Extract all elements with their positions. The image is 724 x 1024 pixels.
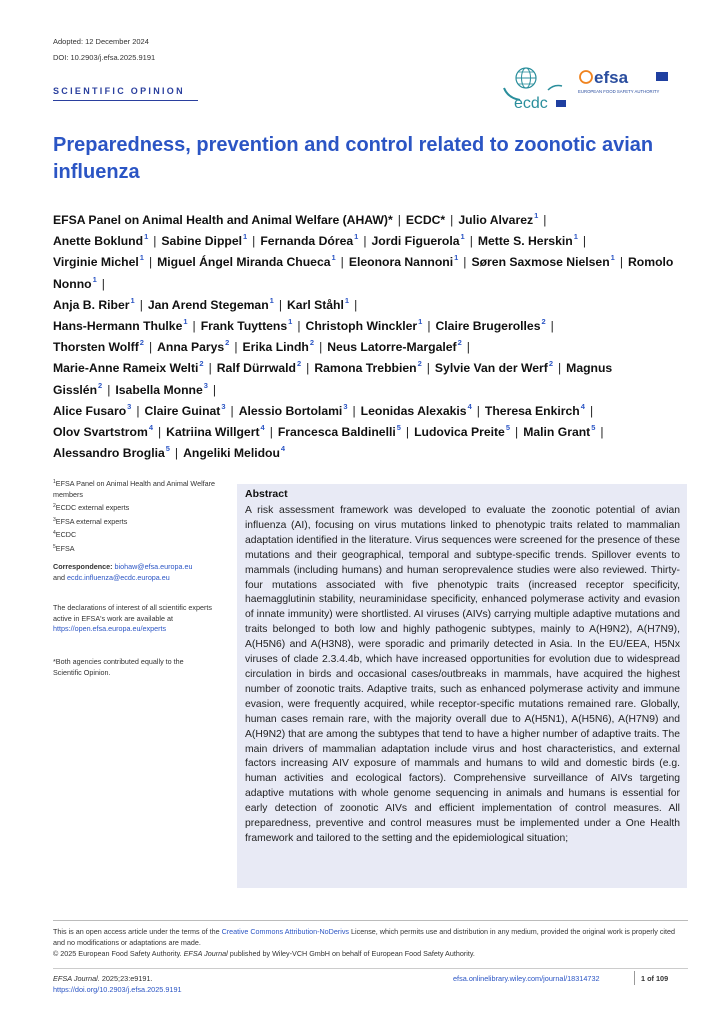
affiliation-text: EFSA Panel on Animal Health and Animal Welfare members xyxy=(53,479,216,499)
eu-flag-icon xyxy=(656,72,668,81)
author-separator: | xyxy=(269,425,273,440)
author-name: Magnus Gisslén xyxy=(53,361,613,397)
license-note xyxy=(53,927,688,959)
author-affiliation-sup: 2 xyxy=(98,380,103,390)
author-line xyxy=(53,443,683,464)
page-separator xyxy=(634,971,635,985)
author-separator: | xyxy=(550,319,554,334)
author-separator: | xyxy=(463,255,467,270)
author-affiliation-sup: 5 xyxy=(165,444,170,454)
author-affiliation-sup: 1 xyxy=(288,317,293,327)
author-name: Mette S. Herskin xyxy=(477,234,573,249)
author-line xyxy=(53,252,683,294)
author-name: Olov Svartstrom xyxy=(53,425,148,440)
author-affiliation-sup: 1 xyxy=(183,317,188,327)
author-name: Claire Guinat xyxy=(144,403,221,418)
author-name: Alessandro Broglia xyxy=(53,446,165,461)
author-name: Eleonora Nannoni xyxy=(348,255,454,270)
author-separator: | xyxy=(397,213,401,227)
author-affiliation-sup: 1 xyxy=(130,295,135,305)
author-separator: | xyxy=(278,297,282,312)
citation xyxy=(53,973,182,995)
author-name: Ludovica Preite xyxy=(414,425,505,440)
doi-link[interactable]: https://doi.org/10.2903/j.efsa.2025.9191 xyxy=(53,985,182,994)
adopted-date: Adopted: 12 December 2024 xyxy=(53,37,149,46)
correspondence-label: Correspondence: xyxy=(53,562,113,571)
author-separator: | xyxy=(101,276,105,291)
author-affiliation-sup: 1 xyxy=(460,232,465,242)
author-separator: | xyxy=(450,213,454,227)
affiliation-sup: 5 xyxy=(53,543,56,550)
doi: DOI: 10.2903/j.efsa.2025.9191 xyxy=(53,53,156,62)
affiliation-item xyxy=(53,503,221,514)
author-affiliation-sup: 2 xyxy=(225,338,230,348)
author-separator: | xyxy=(153,234,157,249)
author-separator: | xyxy=(340,255,344,270)
author-name: Karl Ståhl xyxy=(287,297,344,312)
journal-link[interactable]: efsa.onlinelibrary.wiley.com/journal/18314732 xyxy=(453,974,600,983)
author-affiliation-sup: 5 xyxy=(505,423,511,433)
author-separator: | xyxy=(136,403,140,418)
author-affiliation-sup: 1 xyxy=(610,253,615,263)
author-name: Francesca Baldinelli xyxy=(277,425,396,440)
author-separator: | xyxy=(352,403,356,418)
author-affiliation-sup: 1 xyxy=(344,295,350,305)
author-line xyxy=(53,316,683,337)
affiliation-text: ECDC xyxy=(55,530,77,540)
author-name: Anette Boklund xyxy=(53,234,144,249)
affiliation-item xyxy=(53,479,221,500)
author-name: Ralf Dürrwald xyxy=(216,361,296,376)
author-separator: | xyxy=(212,382,217,397)
author-separator: | xyxy=(427,319,431,334)
author-affiliation-sup: 1 xyxy=(139,253,144,263)
author-affiliation-sup: 1 xyxy=(534,211,539,220)
author-name: Christoph Winckler xyxy=(305,319,418,334)
author-separator: | xyxy=(515,425,519,440)
author-line xyxy=(53,210,683,231)
author-affiliation-sup: 4 xyxy=(280,444,286,454)
abstract-heading: Abstract xyxy=(245,488,288,500)
ecdc-logo-text: ecdc xyxy=(514,95,548,110)
author-affiliation-sup: 4 xyxy=(580,401,585,411)
efsa-logo-text: efsa xyxy=(594,68,629,87)
author-affiliation-sup: 1 xyxy=(573,232,578,242)
author-separator: | xyxy=(192,319,196,334)
affiliations xyxy=(53,479,221,558)
author-separator: | xyxy=(466,340,470,355)
author-name: Malin Grant xyxy=(523,425,591,440)
affiliation-item xyxy=(53,544,221,555)
author-name: Søren Saxmose Nielsen xyxy=(471,255,610,270)
article-title: Preparedness, prevention and control related to zoonotic avian influenza xyxy=(53,134,654,183)
copyright-journal: EFSA Journal xyxy=(183,948,228,958)
author-separator: | xyxy=(469,234,473,249)
author-name: Alessio Bortolami xyxy=(238,403,343,418)
author-affiliation-sup: 1 xyxy=(243,232,248,242)
author-separator: | xyxy=(582,234,587,249)
author-name: Marie-Anne Rameix Welti xyxy=(53,361,199,376)
author-name: Romolo Nonno xyxy=(53,255,674,291)
journal-name: EFSA Journal. xyxy=(53,974,100,983)
author-separator: | xyxy=(174,446,179,461)
author-affiliation-sup: 3 xyxy=(127,401,132,411)
email-link-efsa[interactable]: biohaw@efsa.europa.eu xyxy=(114,562,193,571)
affiliation-text: EFSA xyxy=(55,543,75,553)
copyright-pre: © 2025 European Food Safety Authority. xyxy=(53,948,182,958)
equal-contribution-note: *Both agencies contributed equally to the Scientific Opinion. xyxy=(53,657,184,677)
author-separator: | xyxy=(306,361,310,376)
author-separator: | xyxy=(297,319,301,334)
affiliation-sup: 4 xyxy=(53,530,56,537)
author-name: Hans-Hermann Thulke xyxy=(53,319,183,334)
affiliation-sup: 3 xyxy=(53,516,56,523)
author-affiliation-sup: 3 xyxy=(343,401,348,411)
author-separator: | xyxy=(234,340,238,355)
author-affiliation-sup: 1 xyxy=(418,317,423,327)
author-separator: | xyxy=(354,297,358,312)
author-affiliation-sup: 3 xyxy=(221,401,226,411)
author-name: Anna Parys xyxy=(157,340,225,355)
author-name: Thorsten Wolff xyxy=(53,340,139,355)
author-affiliation-sup: 2 xyxy=(309,338,315,348)
author-separator: | xyxy=(139,297,143,312)
affiliation-sup: 2 xyxy=(53,503,56,510)
copyright-post: published by Wiley-VCH GmbH on behalf of European Food Safety Authority. xyxy=(229,948,475,958)
author-name: Frank Tuyttens xyxy=(200,319,288,334)
page-number: 1 of 109 xyxy=(641,974,669,983)
author-affiliation-sup: 1 xyxy=(92,274,97,284)
author-affiliation-sup: 1 xyxy=(454,253,459,263)
author-name: Anja B. Riber xyxy=(53,297,130,312)
section-label: SCIENTIFIC OPINION xyxy=(53,86,185,96)
email-link-ecdc[interactable]: ecdc.influenza@ecdc.europa.eu xyxy=(67,572,170,582)
bottom-divider xyxy=(53,968,688,969)
author-list xyxy=(53,210,683,464)
author-line xyxy=(53,295,683,316)
author-line xyxy=(53,401,683,422)
author-separator: | xyxy=(158,425,162,440)
author-name: Alice Fusaro xyxy=(53,403,127,418)
efsa-logo xyxy=(578,66,670,96)
author-name: Neus Latorre-Margalef xyxy=(327,340,457,355)
author-affiliation-sup: 2 xyxy=(417,359,422,369)
author-name: Leonidas Alexakis xyxy=(360,403,467,418)
author-name: Claire Brugerolles xyxy=(435,319,541,334)
author-name: Ramona Trebbien xyxy=(314,361,417,376)
author-name: Sylvie Van der Werf xyxy=(434,361,548,376)
author-separator: | xyxy=(476,403,480,418)
author-name: Katriina Willgert xyxy=(166,425,260,440)
author-affiliation-sup: 1 xyxy=(144,232,149,242)
affiliation-sup: 1 xyxy=(53,479,56,485)
correspondence xyxy=(53,562,221,583)
affiliation-text: ECDC external experts xyxy=(55,503,130,513)
author-line xyxy=(53,231,683,252)
author-line xyxy=(53,358,683,400)
declarations xyxy=(53,603,221,635)
author-affiliation-sup: 2 xyxy=(548,359,553,369)
author-name: Jan Arend Stegeman xyxy=(147,297,269,312)
author-separator: | xyxy=(405,425,410,440)
author-name: Miguel Ángel Miranda Chueca xyxy=(157,255,331,270)
author-name: Jordi Figuerola xyxy=(371,234,460,249)
author-affiliation-sup: 4 xyxy=(260,423,265,433)
efsa-subtitle: EUROPEAN FOOD SAFETY AUTHORITY xyxy=(578,89,660,94)
affiliation-text: EFSA external experts xyxy=(55,516,128,526)
author-separator: | xyxy=(148,340,153,355)
author-name: Virginie Michel xyxy=(53,255,139,270)
author-name: ECDC* xyxy=(405,213,446,227)
experts-link[interactable]: https://open.efsa.europa.eu/experts xyxy=(53,624,167,634)
author-affiliation-sup: 1 xyxy=(269,295,274,305)
author-name: Isabella Monne xyxy=(115,382,203,397)
author-line xyxy=(53,422,683,443)
footer-divider xyxy=(53,920,688,921)
abstract-text: A risk assessment framework was developed to evaluate the zoonotic potential of avian influenza (AI), focusing on virus mutations linked to phenotypic traits related to mammalian adaptation identified in the literature. Virus sequences were screened for the presence of these mutations and their geographical, temporal and subtype-specific trends. Spillover events to mammals (including humans) and human seroprevalence studies were also reviewed. Thirty-four mutations associated with five phenotypic traits (increased receptor specificity, haemagglutinin stability, neuraminidase specificity, enhanced polymerase activity and evasion of innate immunity) were shortlisted. AI viruses (AIVs) carrying multiple adaptive mutations and traits belonged to both low and highly pathogenic subtypes, mainly to A(H9N2), A(H7N9), A(H5N6) and A(H3N8), were sporadic and primarily detected in Asia. In the EU/EEA, H5Nx viruses of clade 2.3.4.4b, which have increased opportunities for evolution due to widespread circulation in birds and occasional cases/outbreaks in mammals, have acquired the highest number of zoonotic traits. Adaptive traits, such as enhanced polymerase activity and immune evasion, were frequently acquired, while receptor-specific mutations remained rare. Globally, human cases remain rare, with the majority overall due to A(H5N1), A(H5N6), A(H7N9) and A(H9N2) that are among the subtypes that tend to have a higher number of adaptive traits. The main drivers of mammalian adaptation include virus and host characteristics, and external factors increasing AIV exposure of mammals and humans to wild and domestic birds (e.g. human activities and ecological factors). Comprehensive surveillance of AIVs targeting adaptive mutations with whole genome sequencing in animals and humans is essential for early detection of zoonotic AIVs and efficient implementation of control measures. All preparedness, preventive and control measures must be implemented under a One Health framework and tailored to the setting and the epidemiological situation; xyxy=(245,505,680,844)
author-separator: | xyxy=(252,234,256,249)
author-name: Theresa Enkirch xyxy=(484,403,580,418)
ecdc-logo xyxy=(496,64,570,110)
author-separator: | xyxy=(319,340,323,355)
efsa-swirl-icon xyxy=(580,71,592,83)
author-separator: | xyxy=(363,234,367,249)
author-affiliation-sup: 3 xyxy=(203,380,208,390)
author-name: Julio Alvarez xyxy=(458,213,534,227)
author-separator: | xyxy=(426,361,430,376)
author-separator: | xyxy=(619,255,623,270)
correspondence-and: and xyxy=(53,572,65,582)
author-affiliation-sup: 2 xyxy=(296,359,302,369)
eu-flag-icon xyxy=(556,100,566,107)
affiliation-item xyxy=(53,530,221,541)
section-rule xyxy=(53,100,198,101)
author-affiliation-sup: 1 xyxy=(354,232,359,242)
author-affiliation-sup: 2 xyxy=(139,338,144,348)
author-separator: | xyxy=(107,382,111,397)
author-name: Erika Lindh xyxy=(242,340,309,355)
license-pre: This is an open access article under the terms of the xyxy=(53,927,220,936)
author-affiliation-sup: 2 xyxy=(457,338,462,348)
author-name: Angeliki Melidou xyxy=(183,446,280,461)
author-separator: | xyxy=(208,361,212,376)
author-separator: | xyxy=(543,213,547,227)
author-affiliation-sup: 2 xyxy=(541,317,546,327)
author-separator: | xyxy=(600,425,604,440)
license-post: License, which permits use and distribution in any medium, provided the original work is properly cited and no modifications or adaptations are made. xyxy=(53,927,676,947)
author-affiliation-sup: 5 xyxy=(591,423,596,433)
author-affiliation-sup: 4 xyxy=(148,423,153,433)
author-name: EFSA Panel on Animal Health and Animal Welfare (AHAW)* xyxy=(53,213,393,227)
author-name: Sabine Dippel xyxy=(161,234,242,249)
author-separator: | xyxy=(558,361,562,376)
author-affiliation-sup: 5 xyxy=(396,423,401,433)
declarations-text: The declarations of interest of all scientific experts active in EFSA's work are available at xyxy=(53,603,212,623)
author-name: Fernanda Dórea xyxy=(260,234,354,249)
license-link[interactable]: Creative Commons Attribution-NoDerivs xyxy=(221,927,350,936)
journal-url xyxy=(453,973,600,984)
author-separator: | xyxy=(148,255,153,270)
author-affiliation-sup: 2 xyxy=(199,359,204,369)
affiliation-item xyxy=(53,517,221,528)
author-line xyxy=(53,337,683,358)
author-separator: | xyxy=(589,403,594,418)
author-affiliation-sup: 4 xyxy=(467,401,472,411)
author-separator: | xyxy=(230,403,234,418)
author-affiliation-sup: 1 xyxy=(331,253,336,263)
citation-volume: 2025;23:e9191. xyxy=(101,974,153,983)
